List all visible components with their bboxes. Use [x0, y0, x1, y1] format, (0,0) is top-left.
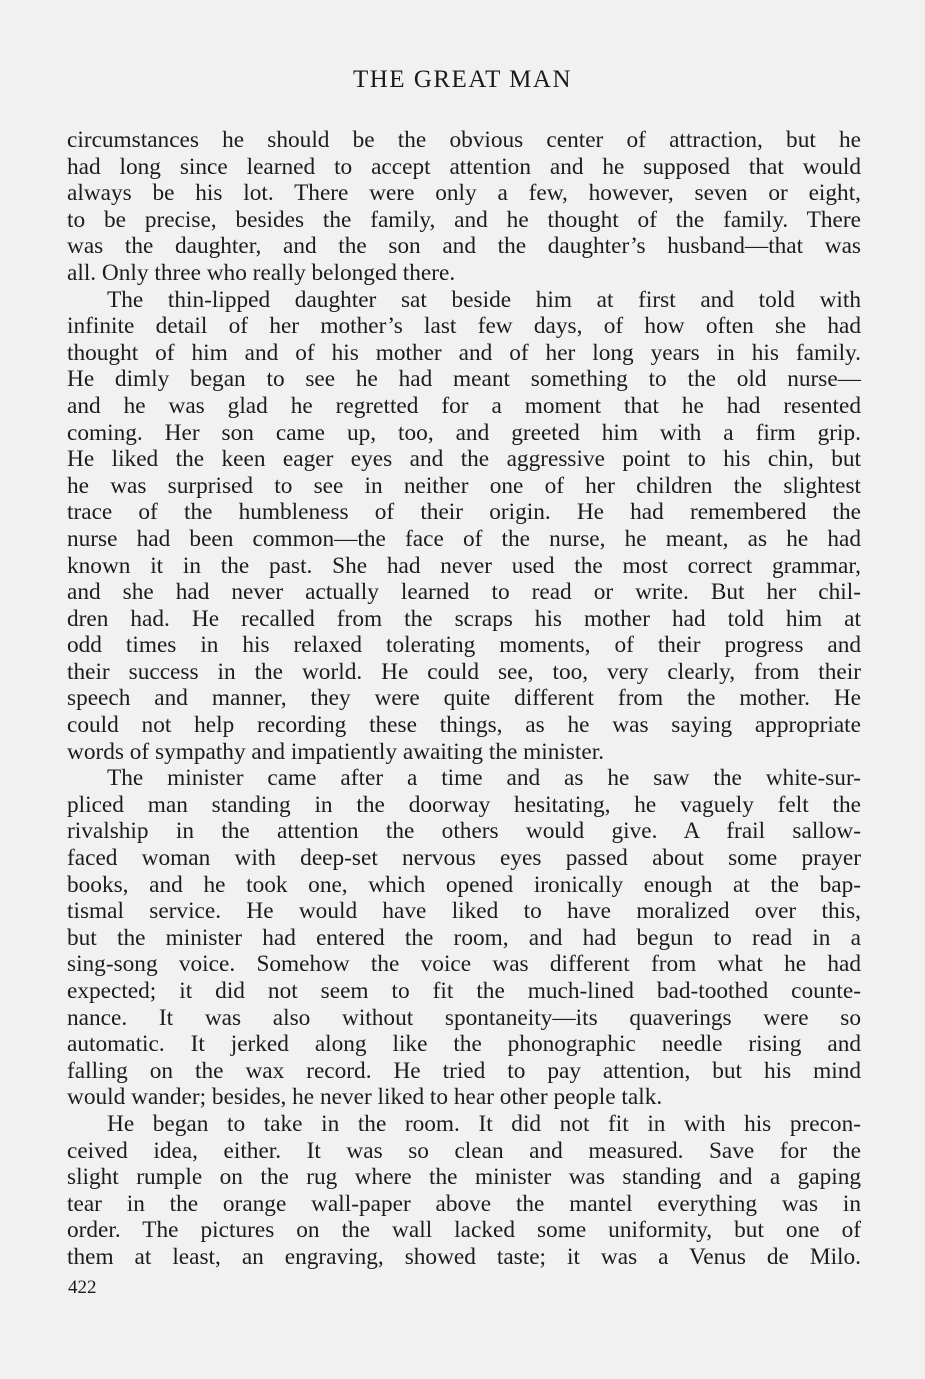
text-line: all. Only three who really belonged there.	[67, 259, 456, 286]
text-line: he was surprised to see in neither one of her children the slightest	[67, 472, 861, 499]
running-head: THE GREAT MAN	[352, 66, 573, 93]
text-line: words of sympathy and impatiently awaiting the minister.	[67, 738, 605, 765]
text-line: rivalship in the attention the others would give. A frail sallow-	[67, 818, 861, 845]
text-line: tear in the orange wall-paper above the mantel everything was in	[67, 1190, 861, 1217]
text-line: ceived idea, either. It was so clean and measured. Save for the	[67, 1137, 861, 1164]
text-line: circumstances he should be the obvious center of attraction, but he	[67, 127, 861, 153]
text-line: them at least, an engraving, showed taste; it was a Venus de Milo.	[67, 1243, 861, 1270]
text-line: order. The pictures on the wall lacked some uniformity, but one of	[67, 1217, 861, 1244]
text-line: coming. Her son came up, too, and greeted him with a firm grip.	[67, 419, 861, 446]
text-line: thought of him and of his mother and of her long years in his family.	[67, 339, 861, 366]
text-line: and she had never actually learned to read or write. But her chil-	[67, 579, 861, 606]
page-number: 422	[68, 1277, 97, 1298]
text-line: nance. It was also without spontaneity—its quaverings were so	[67, 1004, 861, 1031]
text-line: dren had. He recalled from the scraps his mother had told him at	[67, 605, 861, 632]
text-line: tismal service. He would have liked to have moralized over this,	[67, 898, 861, 925]
text-line: sing-song voice. Somehow the voice was different from what he had	[67, 951, 861, 978]
text-line: expected; it did not seem to fit the much-lined bad-toothed counte-	[67, 978, 861, 1004]
text-line: to be precise, besides the family, and he thought of the family. There	[67, 206, 861, 233]
text-line: He dimly began to see he had meant something to the old nurse—	[67, 366, 861, 393]
body-text	[67, 127, 861, 1271]
text-line: The thin-lipped daughter sat beside him at first and told with	[107, 286, 861, 313]
text-line: known it in the past. She had never used the most correct grammar,	[67, 552, 861, 579]
text-line: trace of the humbleness of their origin. He had remembered the	[67, 499, 861, 526]
text-line: had long since learned to accept attention and he supposed that would	[67, 153, 861, 180]
text-line: their success in the world. He could see, too, very clearly, from their	[67, 658, 861, 685]
text-line: pliced man standing in the doorway hesitating, he vaguely felt the	[67, 791, 861, 818]
text-line: could not help recording these things, as he was saying appropriate	[67, 712, 861, 739]
text-line: always be his lot. There were only a few, however, seven or eight,	[67, 180, 861, 207]
text-line: books, and he took one, which opened ironically enough at the bap-	[67, 871, 861, 898]
text-line: He liked the keen eager eyes and the aggressive point to his chin, but	[67, 446, 861, 473]
text-line: was the daughter, and the son and the daughter’s husband—that was	[67, 233, 861, 260]
text-line: speech and manner, they were quite different from the mother. He	[67, 685, 861, 712]
text-line: faced woman with deep-set nervous eyes passed about some prayer	[67, 845, 861, 872]
text-line: He began to take in the room. It did not fit in with his precon-	[107, 1110, 861, 1137]
text-line: infinite detail of her mother’s last few days, of how often she had	[67, 313, 861, 340]
text-line: but the minister had entered the room, and had begun to read in a	[67, 924, 861, 951]
text-line: nurse had been common—the face of the nurse, he meant, as he had	[67, 525, 861, 552]
text-line: and he was glad he regretted for a moment that he had resented	[67, 392, 861, 419]
text-line: odd times in his relaxed tolerating moments, of their progress and	[67, 632, 861, 659]
text-line: would wander; besides, he never liked to hear other people talk.	[67, 1084, 663, 1111]
text-line: slight rumple on the rug where the minister was standing and a gaping	[67, 1164, 861, 1191]
text-line: falling on the wax record. He tried to pay attention, but his mind	[67, 1057, 861, 1084]
text-line: The minister came after a time and as he saw the white-sur-	[107, 765, 861, 792]
text-line: automatic. It jerked along like the phonographic needle rising and	[67, 1031, 861, 1058]
